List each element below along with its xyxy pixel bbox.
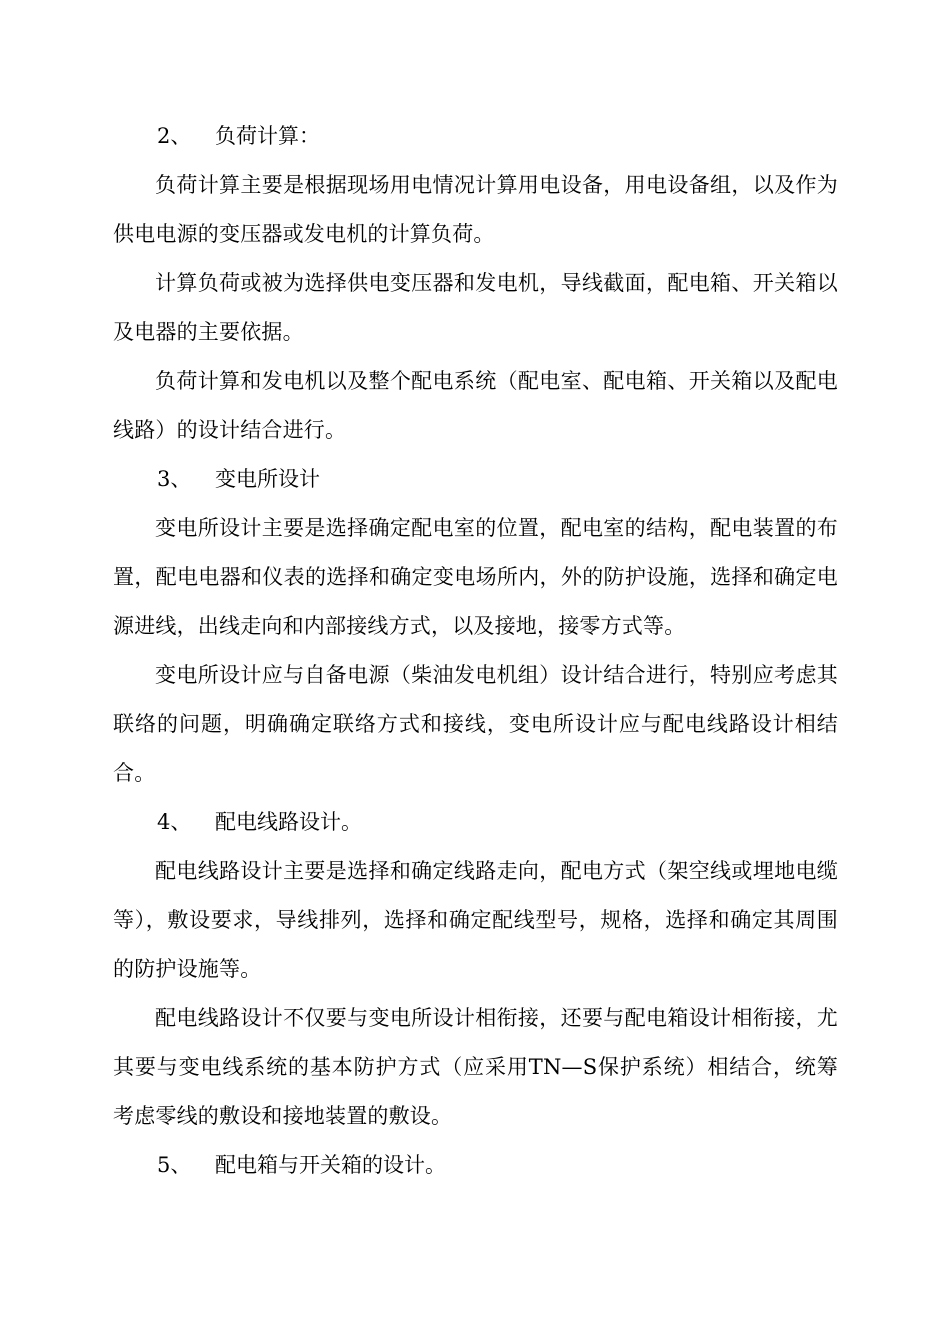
paragraph: 变电所设计主要是选择确定配电室的位置，配电室的结构，配电装置的布置，配电电器和仪表的选择和确定变电场所内，外的防护设施，选择和确定电源进线，出线走向和内部接线方式，以及接地，接零方式等。 (113, 516, 838, 638)
section-number: 3、 (157, 467, 192, 491)
paragraph: 负荷计算主要是根据现场用电情况计算用电设备，用电设备组，以及作为供电电源的变压器或发电机的计算负荷。 (113, 173, 838, 246)
document-body (113, 112, 838, 1190)
section-number: 5、 (157, 1153, 192, 1177)
section-heading-3 (113, 455, 838, 504)
section-title: 变电所设计 (215, 467, 320, 491)
section-heading-2 (113, 112, 838, 161)
paragraph: 计算负荷或被为选择供电变压器和发电机，导线截面，配电箱、开关箱以及电器的主要依据。 (113, 271, 838, 344)
section-title: 配电箱与开关箱的设计。 (215, 1153, 446, 1177)
section-heading-5 (113, 1141, 838, 1190)
section-number: 2、 (157, 124, 192, 148)
section-title: 负荷计算： (215, 124, 320, 148)
paragraph: 配电线路设计不仅要与变电所设计相衔接，还要与配电箱设计相衔接，尤其要与变电线系统的基本防护方式（应采用TN—S保护系统）相结合，统筹考虑零线的敷设和接地装置的敷设。 (113, 1006, 838, 1128)
section-number: 4、 (157, 810, 192, 834)
paragraph: 配电线路设计主要是选择和确定线路走向，配电方式（架空线或埋地电缆等），敷设要求，导线排列，选择和确定配线型号，规格，选择和确定其周围的防护设施等。 (113, 859, 838, 981)
section-heading-4 (113, 798, 838, 847)
paragraph: 负荷计算和发电机以及整个配电系统（配电室、配电箱、开关箱以及配电线路）的设计结合进行。 (113, 369, 838, 442)
section-title: 配电线路设计。 (215, 810, 362, 834)
paragraph: 变电所设计应与自备电源（柴油发电机组）设计结合进行，特别应考虑其联络的问题，明确确定联络方式和接线，变电所设计应与配电线路设计相结合。 (113, 663, 838, 785)
